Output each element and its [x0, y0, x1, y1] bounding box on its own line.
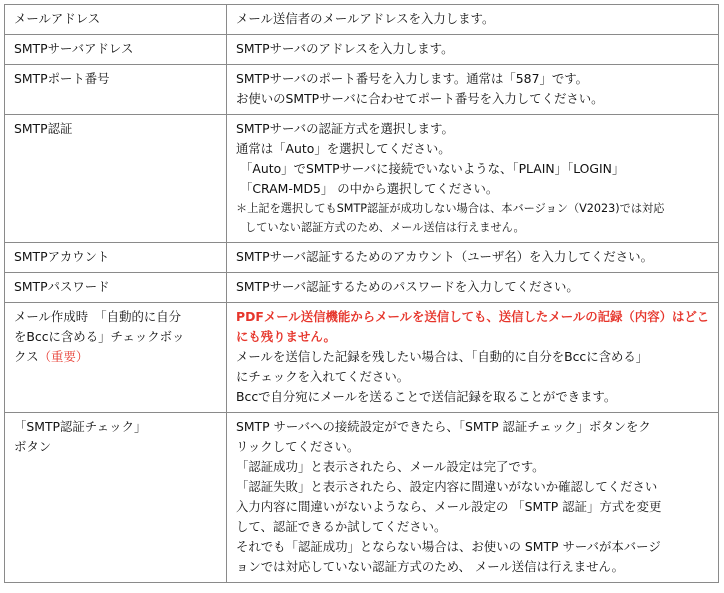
- desc-line: して、認証できるか試してください。: [236, 519, 447, 534]
- table-row: [5, 273, 719, 303]
- setting-label: SMTPパスワード: [14, 279, 110, 294]
- desc-line: SMTPサーバのポート番号を入力します。通常は「587」です。: [236, 71, 589, 86]
- warning-text: PDFメール送信機能からメールを送信しても、送信したメールの記録（内容）はどこにも残りません。: [236, 309, 710, 344]
- desc-line: お使いのSMTPサーバに合わせてポート番号を入力してください。: [236, 91, 604, 106]
- desc-line: SMTPサーバの認証方式を選択します。: [236, 121, 454, 136]
- setting-label: SMTPポート番号: [14, 71, 110, 86]
- setting-desc-cell: [227, 35, 719, 65]
- setting-label-cell: [5, 115, 227, 243]
- setting-label: ボタン: [14, 439, 52, 454]
- table-row: [5, 35, 719, 65]
- setting-label: SMTPサーバアドレス: [14, 41, 134, 56]
- desc-line: にチェックを入れてください。: [236, 369, 410, 384]
- setting-label-cell: [5, 273, 227, 303]
- setting-label: メールアドレス: [14, 11, 101, 26]
- setting-label-cell: [5, 413, 227, 583]
- setting-desc-cell: [227, 273, 719, 303]
- setting-label-cell: [5, 65, 227, 115]
- setting-desc-cell: [227, 115, 719, 243]
- setting-label-cell: [5, 243, 227, 273]
- table-row: [5, 65, 719, 115]
- desc-line: Bccで自分宛にメールを送ることで送信記録を取ることができます。: [236, 389, 617, 404]
- setting-desc-cell: [227, 65, 719, 115]
- label-text: クス: [14, 349, 39, 364]
- desc-line: メール送信者のメールアドレスを入力します。: [236, 11, 495, 26]
- desc-line: SMTPサーバ認証するためのアカウント（ユーザ名）を入力してください。: [236, 249, 653, 264]
- table-row: [5, 115, 719, 243]
- note-line: ＊上記を選択してもSMTP認証が成功しない場合は、本バージョン（V2023)では対応: [236, 202, 665, 215]
- table-row: [5, 413, 719, 583]
- note-line: していない認証方式のため、メール送信は行えません。: [245, 221, 525, 234]
- desc-line: 「CRAM-MD5」 の中から選択してください。: [240, 181, 499, 196]
- setting-label: SMTP認証: [14, 121, 73, 136]
- setting-desc-cell: [227, 5, 719, 35]
- desc-line: 入力内容に間違いがないようなら、メール設定の 「SMTP 認証」方式を変更: [236, 499, 662, 514]
- setting-label: をBccに含める」チェックボッ: [14, 329, 185, 344]
- smtp-settings-table: [4, 4, 719, 583]
- desc-line: ョンでは対応していない認証方式のため、 メール送信は行えません。: [236, 559, 625, 574]
- setting-desc-cell: [227, 413, 719, 583]
- setting-label: SMTPアカウント: [14, 249, 110, 264]
- table-row: [5, 303, 719, 413]
- desc-line: SMTPサーバ認証するためのパスワードを入力してください。: [236, 279, 579, 294]
- desc-line: 「Auto」でSMTPサーバに接続でいないような、「PLAIN」「LOGIN」: [240, 161, 625, 176]
- important-badge: （重要）: [38, 349, 89, 364]
- setting-label-cell: [5, 35, 227, 65]
- setting-label: 「SMTP認証チェック」: [14, 419, 147, 434]
- desc-line: 「認証失敗」と表示されたら、設定内容に間違いがないか確認してください: [236, 479, 658, 494]
- setting-desc-cell: [227, 243, 719, 273]
- setting-label-cell: [5, 303, 227, 413]
- table-row: [5, 5, 719, 35]
- setting-label: [14, 347, 218, 367]
- desc-line: メールを送信した記録を残したい場合は、「自動的に自分をBccに含める」: [236, 349, 649, 364]
- desc-line: それでも「認証成功」とならない場合は、お使いの SMTP サーバが本バージ: [236, 539, 661, 554]
- setting-label: メール作成時 「自動的に自分: [14, 309, 182, 324]
- desc-line: リックしてください。: [236, 439, 360, 454]
- desc-line: SMTPサーバのアドレスを入力します。: [236, 41, 454, 56]
- setting-desc-cell: [227, 303, 719, 413]
- table-row: [5, 243, 719, 273]
- desc-line: SMTP サーバへの接続設定ができたら、「SMTP 認証チェック」ボタンをク: [236, 419, 651, 434]
- setting-label-cell: [5, 5, 227, 35]
- desc-line: 通常は「Auto」を選択してください。: [236, 141, 451, 156]
- desc-line: 「認証成功」と表示されたら、メール設定は完了です。: [236, 459, 545, 474]
